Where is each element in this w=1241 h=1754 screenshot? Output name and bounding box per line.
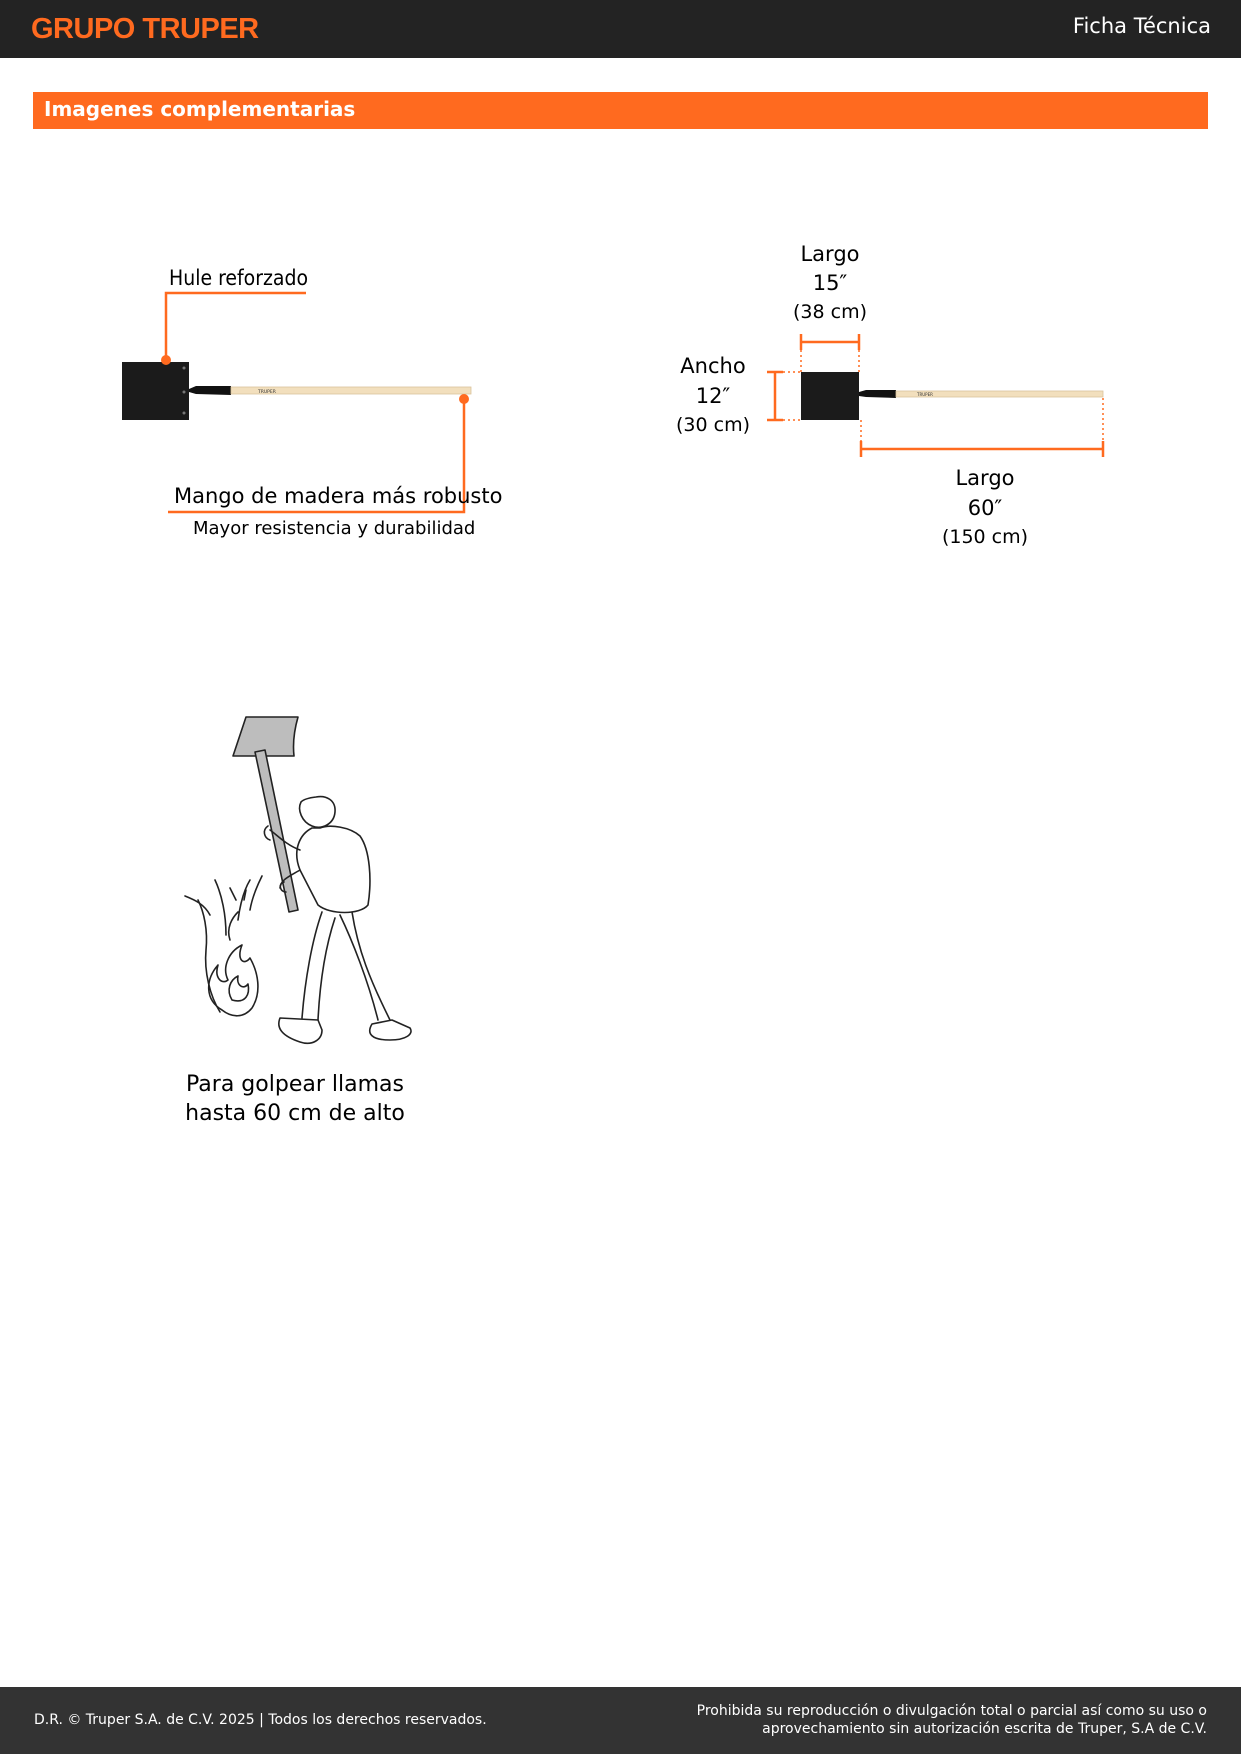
handle-length-label: Largo bbox=[955, 466, 1015, 490]
usage-caption-line2: hasta 60 cm de alto bbox=[185, 1101, 405, 1126]
blade-width-value: 12″ bbox=[695, 384, 731, 408]
handle-length-metric: (150 cm) bbox=[941, 526, 1029, 548]
rubber-callout-line bbox=[166, 293, 306, 359]
section-title: Imagenes complementarias bbox=[44, 97, 356, 121]
dimension-product-image bbox=[801, 372, 1103, 420]
blade-length-metric: (38 cm) bbox=[793, 301, 867, 323]
handle-label: Mango de madera más robusto bbox=[174, 484, 503, 508]
svg-text:TRUPER: TRUPER bbox=[917, 392, 933, 397]
rubber-callout-dot bbox=[161, 355, 171, 365]
flame-swatter-product-image bbox=[122, 362, 471, 420]
handle-length-dimension-line bbox=[861, 398, 1103, 457]
blade-length-label: Largo bbox=[800, 242, 860, 266]
blade-width-label: Ancho bbox=[680, 354, 746, 378]
handle-brand-mark: TRUPER bbox=[258, 390, 276, 395]
rubber-label: Hule reforzado bbox=[169, 266, 309, 290]
firefighter-illustration bbox=[185, 717, 411, 1043]
brand-logo: GRUPO TRUPER bbox=[31, 13, 259, 45]
legal-notice-line2: aprovechamiento sin autorización escrita de Truper, S.A de C.V. bbox=[762, 1721, 1207, 1737]
copyright-text: D.R. © Truper S.A. de C.V. 2025 | Todos los derechos reservados. bbox=[34, 1712, 487, 1728]
handle-length-value: 60″ bbox=[967, 496, 1003, 520]
blade-length-value: 15″ bbox=[812, 271, 848, 295]
document-type-title: Ficha Técnica bbox=[1072, 14, 1211, 38]
usage-caption-line1: Para golpear llamas bbox=[186, 1072, 404, 1097]
page-footer bbox=[0, 1687, 1241, 1754]
legal-notice bbox=[697, 1702, 1207, 1738]
legal-notice-line1: Prohibida su reproducción o divulgación total o parcial así como su uso o bbox=[696, 1703, 1207, 1719]
handle-sublabel: Mayor resistencia y durabilidad bbox=[193, 518, 476, 539]
handle-callout-dot bbox=[459, 394, 469, 404]
blade-width-metric: (30 cm) bbox=[676, 414, 750, 436]
blade-length-dimension-line bbox=[801, 334, 859, 372]
